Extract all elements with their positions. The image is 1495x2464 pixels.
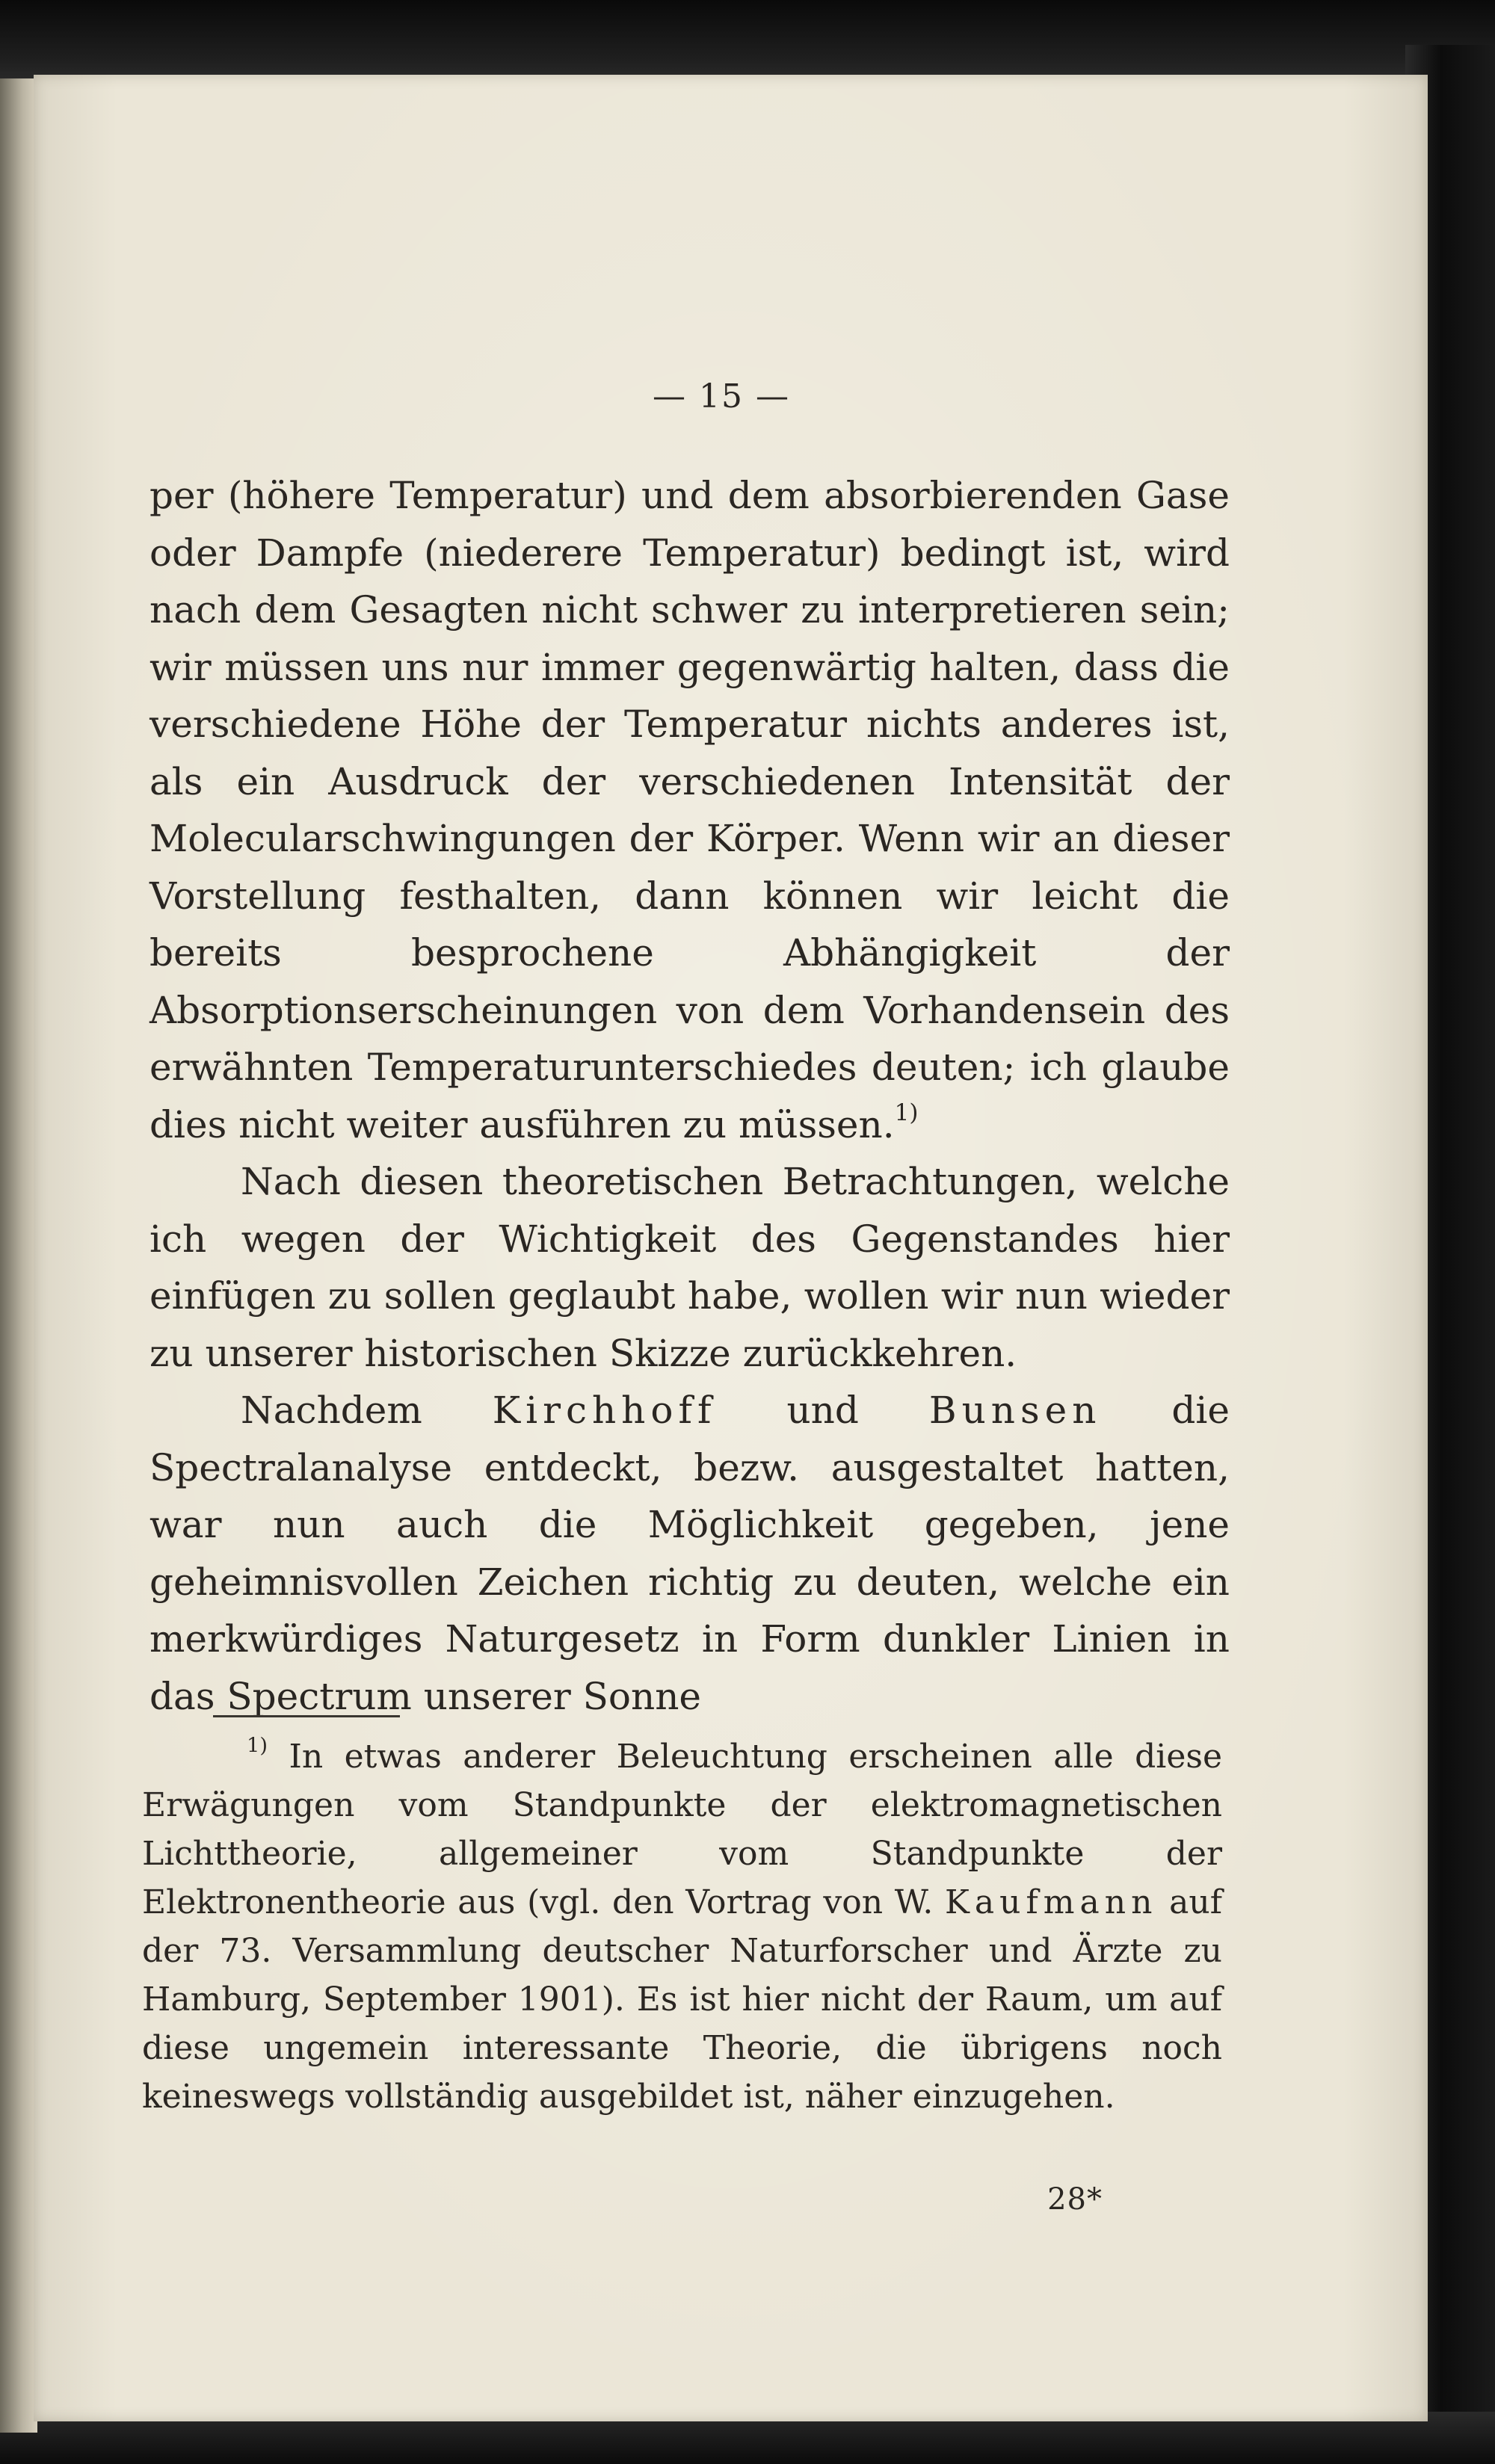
name-bunsen: Bunsen [928,1389,1102,1432]
main-text [150,467,1230,1725]
book-cover-top [0,0,1495,82]
name-kaufmann: Kaufmann [945,1883,1158,1921]
footnote-marker: 1) [247,1734,268,1758]
paragraph-1-text: per (höhere Temperatur) und dem absorbierenden Gase oder Dampfe (niederere Temperatur) bedingt ist, wird nach dem Gesagten nicht schwer zu interpretieren sein; wir müssen uns nur immer gegenwärtig halten, dass die verschiedene Höhe der Temperatur nichts anderes ist, als ein Ausdruck der verschiedenen Intensität der Molecularschwingungen der Körper. Wenn wir an dieser Vorstellung festhalten, dann können wir leicht die bereits besprochene Abhängigkeit der Absorptionserscheinungen von dem Vorhandensein des erwähnten Temperaturunterschiedes deuten; ich glaube dies nicht weiter ausführen zu müssen. [150,474,1230,1146]
paragraph-1 [150,467,1230,1153]
footnote-divider [213,1715,400,1717]
page-edge-left [0,78,37,2433]
footnote [142,1732,1222,2121]
paragraph-3-lead: Nachdem [241,1389,422,1432]
page-number: — 15 — [653,377,790,416]
paragraph-2: Nach diesen theoretischen Betrachtungen, welche ich wegen der Wichtigkeit des Gegenstandes hier einfügen zu sollen geglaubt habe, wollen wir nun wieder zu unserer historischen Skizze zurückkehren. [150,1160,1230,1375]
signature-mark: 28* [1047,2182,1103,2217]
footnote-text-end: auf der 73. Versammlung deutscher Naturforscher und Ärzte zu Hamburg, September 1901). Es ist hier nicht der Raum, um auf diese ungemein interessante Theorie, die übrigens noch keineswegs vollständig ausgebildet ist, näher einzugehen. [142,1883,1222,2116]
name-kirchhoff: Kirchhoff [492,1389,717,1432]
footnote-text-start: In etwas anderer Beleuchtung erscheinen alle diese Erwägungen vom Standpunkte der elektromagnetischen Lichttheorie, allgemeiner vom Standpunkte der Elektronentheorie aus (vgl. den Vortrag von W. [142,1738,1222,1921]
paragraph-3-rest: die Spectralanalyse entdeckt, bezw. ausgestaltet hatten, war nun auch die Möglichkeit gegeben, jene geheimnisvollen Zeichen richtig zu deuten, welche ein merkwürdiges Naturgesetz in Form dunkler Linien in das Spectrum unserer Sonne [150,1389,1230,1718]
book-page [34,75,1428,2421]
footnote-reference: 1) [894,1099,919,1126]
paragraph-3 [150,1382,1230,1725]
paragraph-3-connector: und [786,1389,859,1432]
